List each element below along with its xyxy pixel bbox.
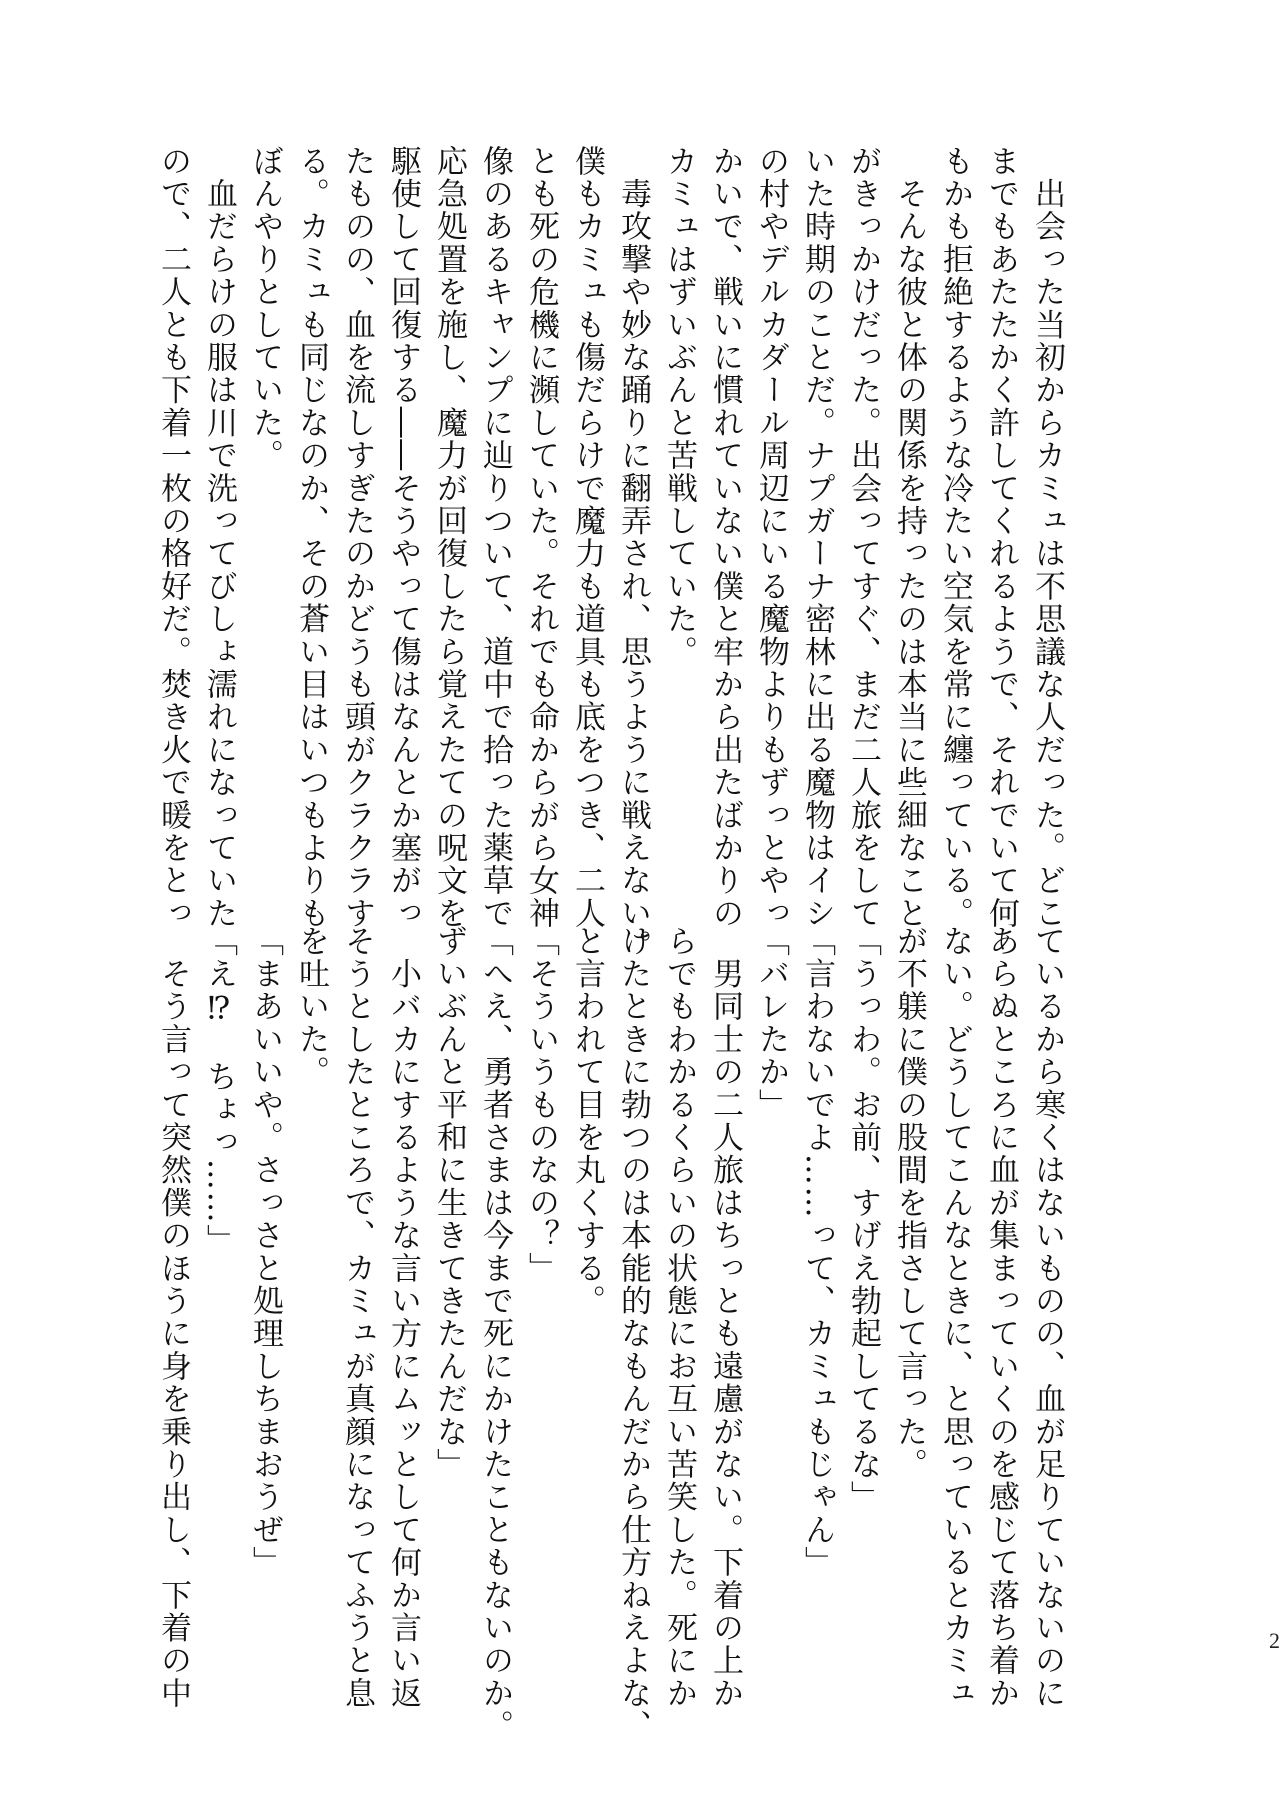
text-line: ない。どうしてこんなときに、と思っているとカミュ bbox=[937, 925, 973, 1710]
text-line: そう言って突然僕のほうに身を乗り出し、下着の中 bbox=[155, 925, 191, 1710]
text-line: かいで、戦いに慣れていない僕と牢から出たばかりの bbox=[707, 145, 743, 930]
text-line: たものの、血を流しすぎたのかどうも頭がクラクラす bbox=[339, 145, 375, 930]
text-line: 駆使して回復する――そうやって傷はなんとか塞がっ bbox=[385, 145, 421, 930]
page-number: 2 bbox=[1269, 1628, 1280, 1653]
text-line: 像のあるキャンプに辿りついて、道中で拾った薬草で bbox=[477, 145, 513, 930]
text-line: を吐いた。 bbox=[293, 925, 329, 1089]
text-line: らでもわかるくらいの状態にお互い苦笑した。死にか bbox=[661, 925, 697, 1710]
text-line: ずいぶんと平和に生きてきたんだな」 bbox=[431, 925, 467, 1481]
text-line: の村やデルカダール周辺にいる魔物よりもずっとやっ bbox=[753, 145, 789, 930]
text-line: 僕もカミュも傷だらけで魔力も道具も底をつき、二人 bbox=[569, 145, 605, 930]
text-line: カミュはずいぶんと苦戦していた。 bbox=[661, 145, 697, 669]
text-line: 毒攻撃や妙な踊りに翻弄され、思うように戦えない。 bbox=[615, 145, 651, 963]
text-line: 「へえ、勇者さまは今まで死にかけたこともないのか。 bbox=[477, 925, 513, 1743]
text-line: 男同士の二人旅はちっとも遠慮がない。下着の上か bbox=[707, 925, 743, 1710]
text-block-bottom bbox=[150, 925, 1070, 1743]
text-line: が不躾に僕の股間を指さして言った。 bbox=[891, 925, 927, 1481]
text-line: いた時期のことだ。ナプガーナ密林に出る魔物はイシ bbox=[799, 145, 835, 930]
text-line: ぼんやりとしていた。 bbox=[247, 145, 283, 472]
text-line: そんな彼と体の関係を持ったのは本当に些細なこと bbox=[891, 145, 927, 930]
text-line: る。カミュも同じなのか、その蒼い目はいつもよりも bbox=[293, 145, 329, 930]
text-line: 「まあいいや。さっさと処理しちまおうぜ」 bbox=[247, 925, 283, 1579]
text-line: 「え⁉ ちょっ……」 bbox=[201, 925, 237, 1257]
text-line: ので、二人とも下着一枚の格好だ。焚き火で暖をとっ bbox=[155, 145, 191, 930]
text-line: までもあたたかく許してくれるようで、それでいて何 bbox=[983, 145, 1019, 930]
text-line: けたときに勃つのは本能的なもんだから仕方ねえよな、 bbox=[615, 925, 651, 1743]
text-line: 「そういうものなの？」 bbox=[523, 925, 559, 1285]
text-block-top bbox=[150, 145, 1070, 963]
text-line: と言われて目を丸くする。 bbox=[569, 925, 605, 1318]
text-line: 応急処置を施し、魔力が回復したら覚えたての呪文を bbox=[431, 145, 467, 930]
text-line: あらぬところに血が集まっていくのを感じて落ち着か bbox=[983, 925, 1019, 1710]
text-line: がきっかけだった。出会ってすぐ、まだ二人旅をして bbox=[845, 145, 881, 930]
text-line: 血だらけの服は川で洗ってびしょ濡れになっていた bbox=[201, 145, 237, 930]
text-line: 「バレたか」 bbox=[753, 925, 789, 1122]
text-line: 「言わないでよ……って、カミュもじゃん」 bbox=[799, 925, 835, 1579]
text-line: とも死の危機に瀕していた。それでも命からがら女神 bbox=[523, 145, 559, 930]
text-line: そうとしたところで、カミュが真顔になってふうと息 bbox=[339, 925, 375, 1710]
text-line: 「うっわ。お前、すげえ勃起してるな」 bbox=[845, 925, 881, 1514]
text-line: 小バカにするような言い方にムッとして何か言い返 bbox=[385, 925, 421, 1710]
text-line: もかも拒絶するような冷たい空気を常に纏っている。 bbox=[937, 145, 973, 930]
text-line: 出会った当初からカミュは不思議な人だった。どこ bbox=[1029, 145, 1065, 930]
text-line: ているから寒くはないものの、血が足りていないのに bbox=[1029, 925, 1065, 1710]
